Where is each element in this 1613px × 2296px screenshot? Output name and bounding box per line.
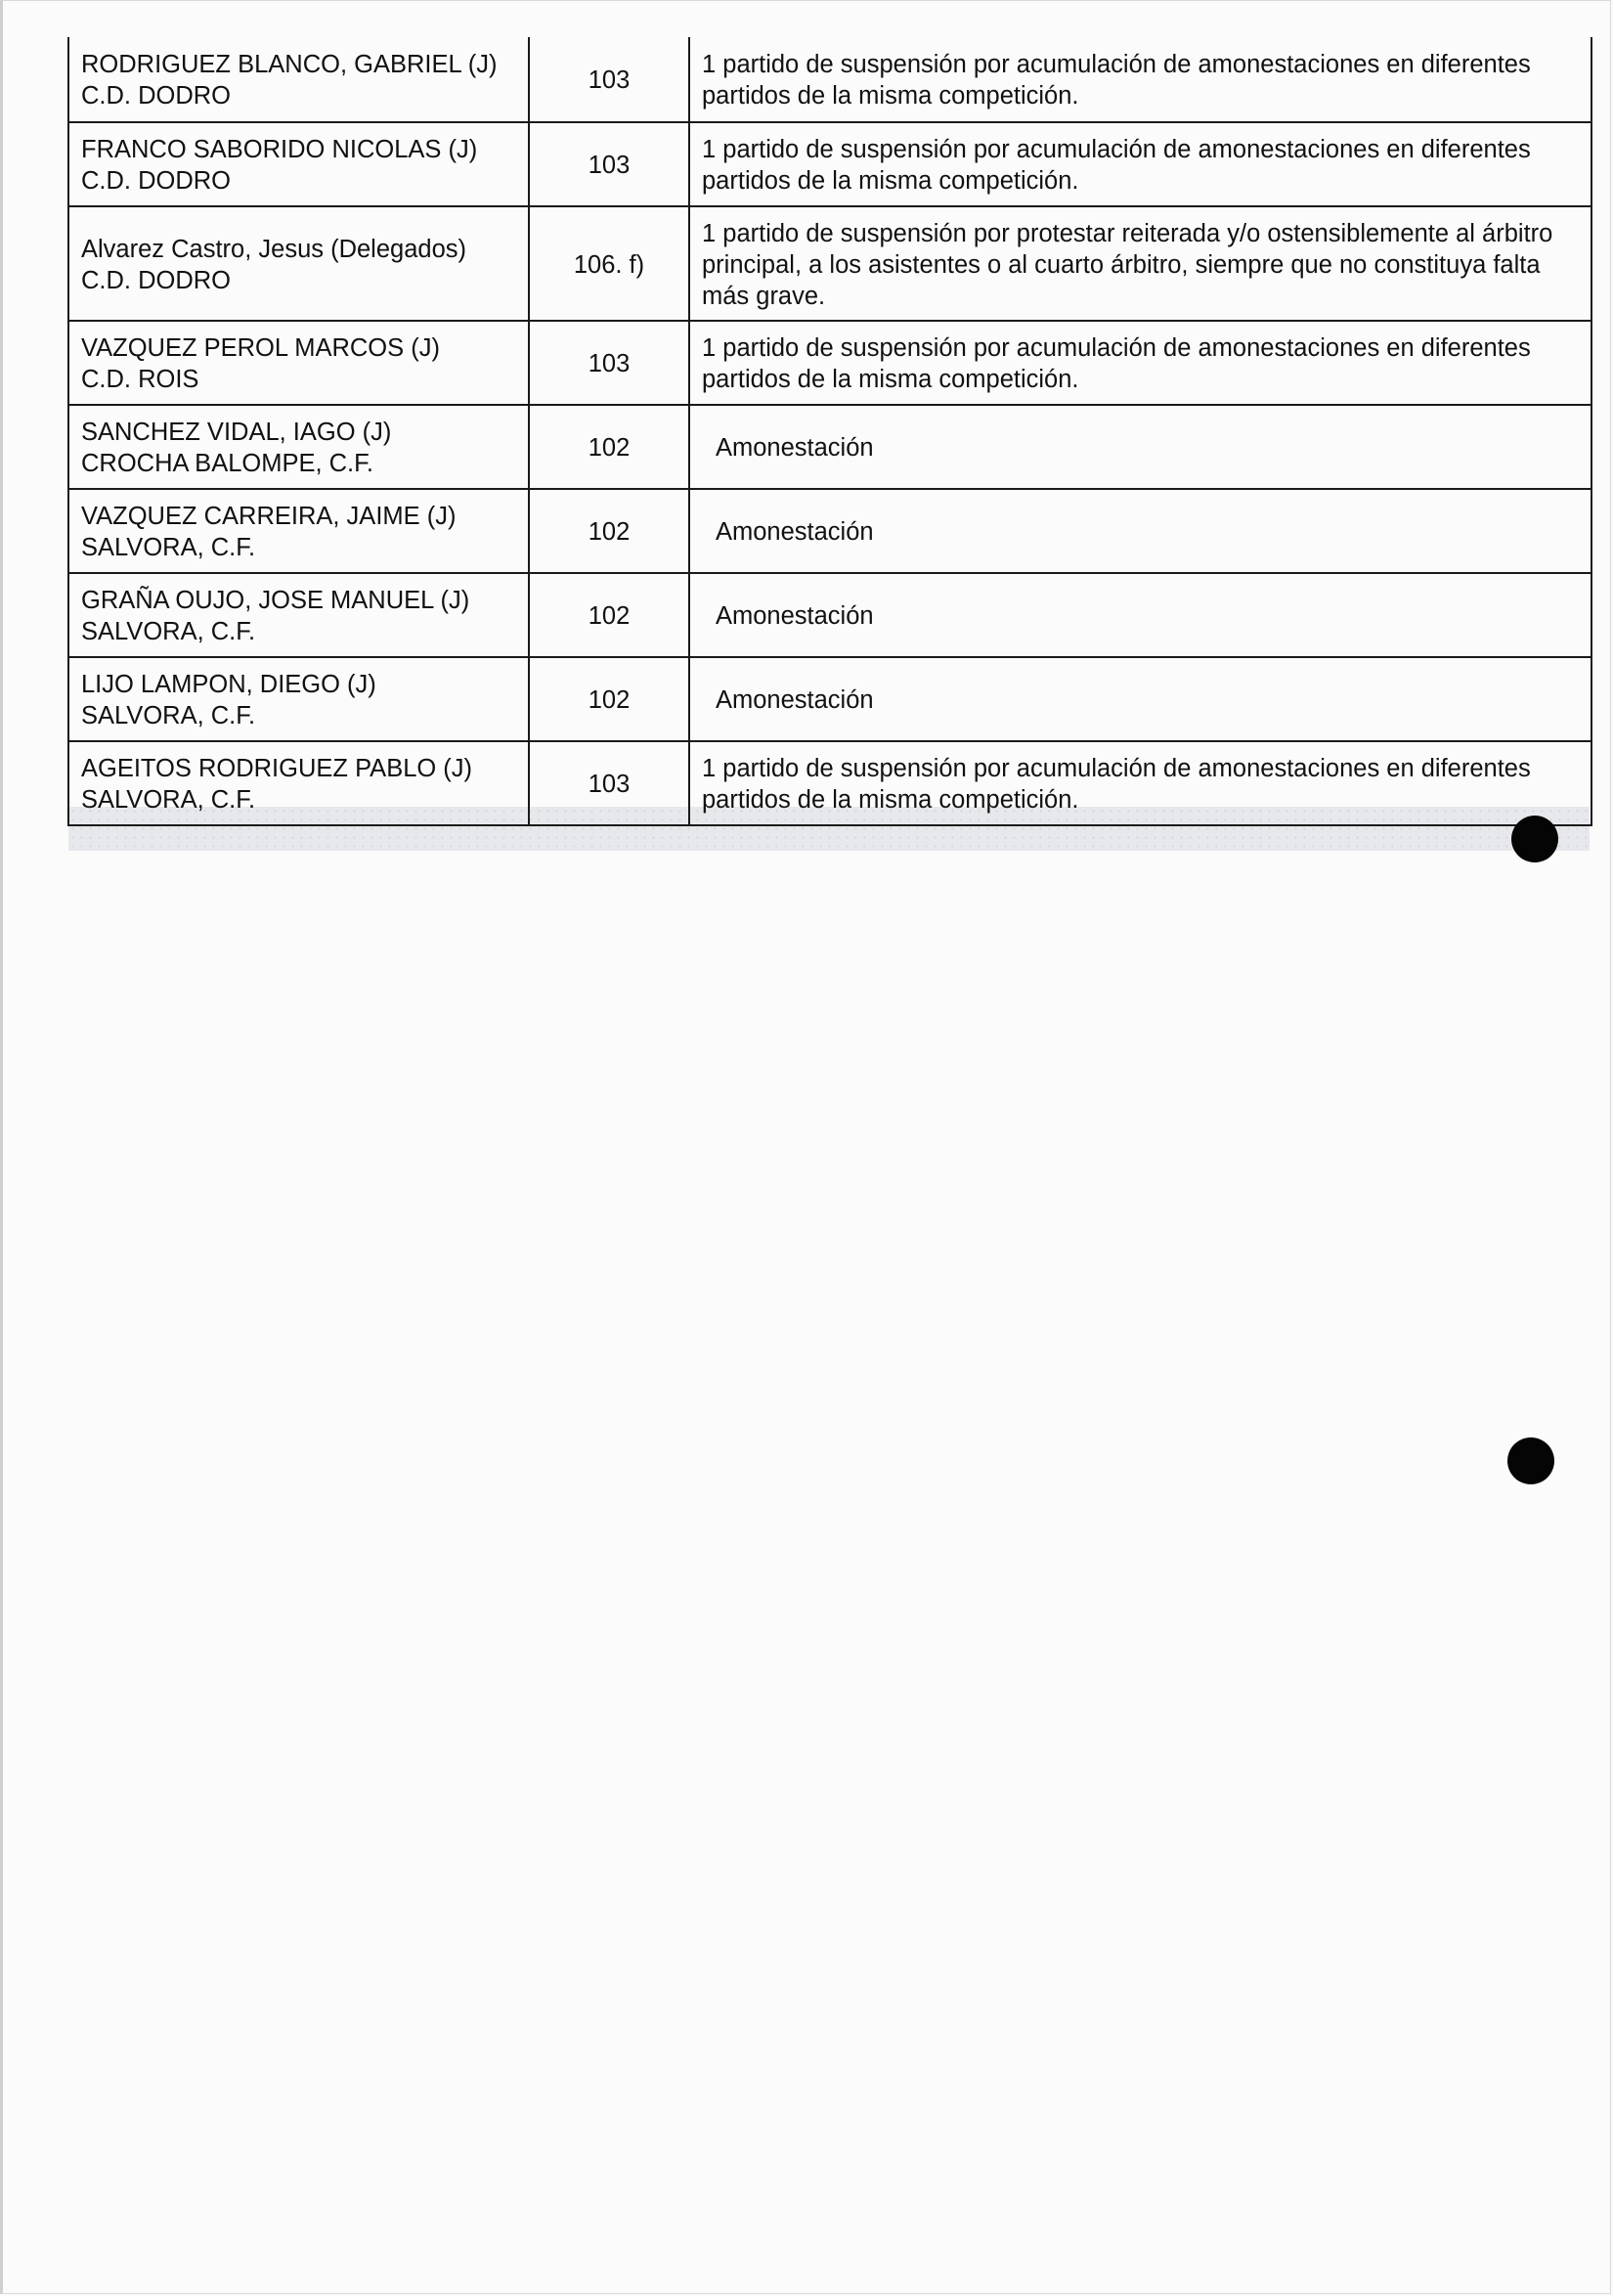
person-cell [68, 37, 529, 122]
person-name: AGEITOS RODRIGUEZ PABLO (J) [81, 755, 473, 782]
article-cell: 102 [529, 573, 689, 657]
club-name: C.D. DODRO [81, 167, 231, 195]
sanctions-table [67, 37, 1592, 826]
article-cell: 102 [529, 657, 689, 741]
binder-punch-hole [1511, 816, 1558, 862]
article-cell: 106. f) [529, 206, 689, 321]
sanction-cell [689, 573, 1591, 657]
person-name: RODRIGUEZ BLANCO, GABRIEL (J) [81, 51, 498, 78]
person-cell [68, 405, 529, 489]
sanction-cell [689, 489, 1591, 573]
person-name: SANCHEZ VIDAL, IAGO (J) [81, 419, 392, 446]
table-row [68, 206, 1591, 321]
sanction-cell [689, 657, 1591, 741]
club-name: SALVORA, C.F. [81, 786, 256, 814]
club-name: C.D. DODRO [81, 82, 231, 110]
person-cell [68, 206, 529, 321]
table-row [68, 657, 1591, 741]
person-cell [68, 122, 529, 206]
sanction-cell [689, 206, 1591, 321]
table-row [68, 122, 1591, 206]
sanction-text: 1 partido de suspensión por acumulación de amonestaciones en diferentes partidos de la misma competición. [702, 51, 1531, 110]
person-cell [68, 321, 529, 405]
article-cell: 102 [529, 489, 689, 573]
article-cell: 103 [529, 321, 689, 405]
sanction-text: Amonestación [716, 686, 874, 714]
binder-punch-hole [1507, 1437, 1554, 1484]
person-cell [68, 657, 529, 741]
sanction-text: 1 partido de suspensión por acumulación de amonestaciones en diferentes partidos de la misma competición. [702, 136, 1531, 195]
person-cell [68, 741, 529, 825]
person-name: GRAÑA OUJO, JOSE MANUEL (J) [81, 587, 470, 614]
sanction-cell [689, 741, 1591, 825]
table-row [68, 405, 1591, 489]
person-name: VAZQUEZ PEROL MARCOS (J) [81, 334, 440, 362]
sanction-cell [689, 321, 1591, 405]
club-name: CROCHA BALOMPE, C.F. [81, 450, 373, 477]
article-cell: 103 [529, 741, 689, 825]
person-name: LIJO LAMPON, DIEGO (J) [81, 671, 376, 698]
club-name: C.D. DODRO [81, 266, 231, 294]
article-cell: 103 [529, 37, 689, 122]
person-cell [68, 489, 529, 573]
club-name: SALVORA, C.F. [81, 618, 256, 645]
sanction-cell [689, 37, 1591, 122]
sanction-cell [689, 122, 1591, 206]
sanction-text: Amonestación [716, 434, 874, 462]
sanction-text: 1 partido de suspensión por protestar reiterada y/o ostensiblemente al árbitro principal, a los asistentes o al cuarto árbitro, siempre que no constituya falta más grave. [702, 219, 1553, 310]
table-row [68, 489, 1591, 573]
person-name: Alvarez Castro, Jesus (Delegados) [81, 235, 466, 263]
table-row [68, 321, 1591, 405]
article-cell: 103 [529, 122, 689, 206]
person-name: VAZQUEZ CARREIRA, JAIME (J) [81, 503, 457, 530]
sanction-text: 1 partido de suspensión por acumulación de amonestaciones en diferentes partidos de la misma competición. [702, 755, 1531, 814]
sanction-text: Amonestación [716, 602, 874, 630]
table-row [68, 741, 1591, 825]
person-name: FRANCO SABORIDO NICOLAS (J) [81, 136, 478, 163]
sanction-cell [689, 405, 1591, 489]
table-row [68, 37, 1591, 122]
article-cell: 102 [529, 405, 689, 489]
sanction-text: 1 partido de suspensión por acumulación de amonestaciones en diferentes partidos de la misma competición. [702, 334, 1531, 393]
club-name: SALVORA, C.F. [81, 702, 256, 729]
table-row [68, 573, 1591, 657]
person-cell [68, 573, 529, 657]
sanction-text: Amonestación [716, 518, 874, 546]
club-name: SALVORA, C.F. [81, 534, 256, 561]
club-name: C.D. ROIS [81, 366, 199, 393]
